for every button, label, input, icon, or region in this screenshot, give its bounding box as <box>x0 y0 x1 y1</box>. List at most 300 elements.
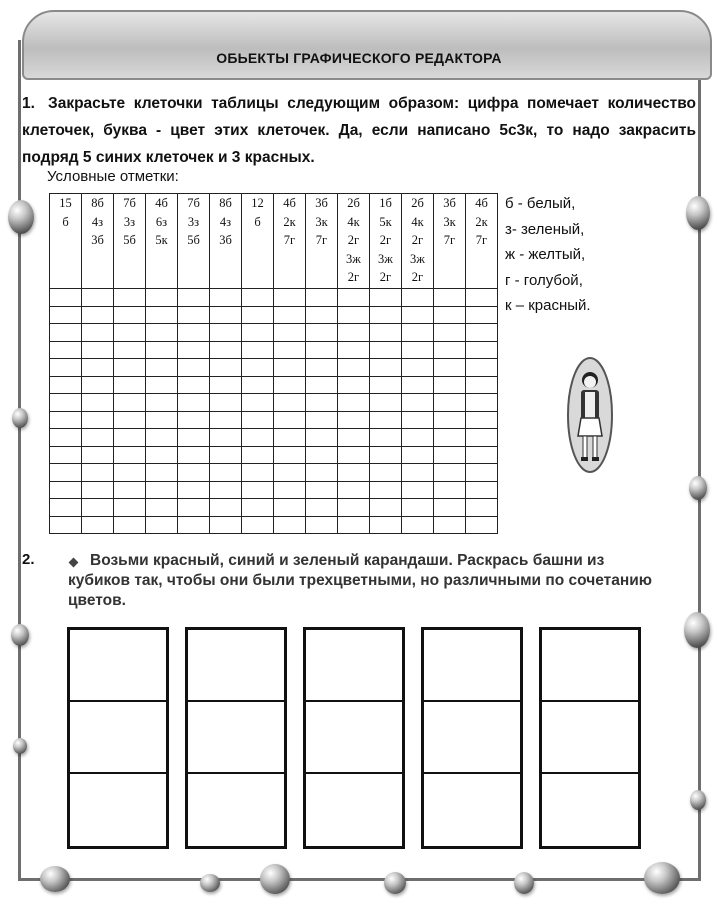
grid-cell[interactable] <box>242 481 274 499</box>
grid-header-code: 4з <box>219 214 232 229</box>
grid-cell[interactable] <box>242 499 274 517</box>
grid-cell[interactable] <box>466 341 498 359</box>
tower-block[interactable] <box>306 774 402 846</box>
grid-cell[interactable] <box>114 394 146 412</box>
task-1 <box>22 90 696 171</box>
grid-cell[interactable] <box>50 411 82 429</box>
frame-ball <box>11 624 29 646</box>
grid-cell[interactable] <box>338 376 370 394</box>
grid-header-code: 6з <box>155 214 168 229</box>
grid-cell[interactable] <box>434 359 466 377</box>
grid-cell[interactable] <box>178 289 210 307</box>
grid-cell[interactable] <box>146 446 178 464</box>
grid-cell[interactable] <box>434 464 466 482</box>
grid-cell[interactable] <box>402 376 434 394</box>
grid-cell[interactable] <box>50 289 82 307</box>
grid-cell[interactable] <box>82 516 114 534</box>
frame-ball <box>686 196 710 230</box>
grid-cell[interactable] <box>338 359 370 377</box>
grid-cell[interactable] <box>434 516 466 534</box>
grid-cell[interactable] <box>402 289 434 307</box>
grid-header-code: 3б <box>443 196 456 210</box>
grid-header-code: 2г <box>379 233 392 247</box>
grid-cell[interactable] <box>274 376 306 394</box>
grid-header-code: 15 <box>59 196 72 210</box>
grid-cell[interactable] <box>146 464 178 482</box>
grid-cell[interactable] <box>370 411 402 429</box>
grid-header-code: 5к <box>155 233 168 247</box>
grid-row <box>50 376 498 394</box>
tower-block[interactable] <box>542 702 638 774</box>
grid-header-cell <box>210 194 242 289</box>
grid-cell[interactable] <box>146 516 178 534</box>
grid-header-cell <box>466 194 498 289</box>
grid-cell[interactable] <box>306 499 338 517</box>
grid-cell[interactable] <box>466 376 498 394</box>
grid-cell[interactable] <box>466 324 498 342</box>
grid-cell[interactable] <box>306 429 338 447</box>
grid-cell[interactable] <box>402 429 434 447</box>
grid-header-row <box>50 194 498 289</box>
grid-cell[interactable] <box>114 429 146 447</box>
grid-cell[interactable] <box>210 446 242 464</box>
tower <box>303 627 405 849</box>
grid-header-code: 3з <box>187 214 200 229</box>
grid-row <box>50 411 498 429</box>
grid-cell[interactable] <box>210 341 242 359</box>
grid-header-code: 7г <box>443 233 456 247</box>
grid-cell[interactable] <box>82 481 114 499</box>
grid-cell[interactable] <box>306 289 338 307</box>
grid-cell[interactable] <box>146 376 178 394</box>
tower-block[interactable] <box>306 630 402 702</box>
grid-cell[interactable] <box>82 289 114 307</box>
grid-cell[interactable] <box>82 376 114 394</box>
grid-cell[interactable] <box>114 306 146 324</box>
grid-cell[interactable] <box>50 499 82 517</box>
grid-cell[interactable] <box>306 481 338 499</box>
grid-header-code: 2г <box>347 233 360 247</box>
grid-header-code: 2к <box>475 214 488 229</box>
grid-header-code: 2г <box>411 233 424 247</box>
grid-cell[interactable] <box>210 411 242 429</box>
grid-header-code: 7б <box>123 196 136 210</box>
tower-block[interactable] <box>542 774 638 846</box>
grid-header-code: 4б <box>283 196 296 210</box>
grid-row <box>50 324 498 342</box>
grid-header-code: 5б <box>187 233 200 247</box>
grid-cell[interactable] <box>434 429 466 447</box>
grid-cell[interactable] <box>402 516 434 534</box>
grid-cell[interactable] <box>434 499 466 517</box>
grid-cell[interactable] <box>370 429 402 447</box>
grid-cell[interactable] <box>210 359 242 377</box>
grid-cell[interactable] <box>306 359 338 377</box>
grid-cell[interactable] <box>210 306 242 324</box>
grid-cell[interactable] <box>178 446 210 464</box>
grid-cell[interactable] <box>466 516 498 534</box>
grid-header-code: 4б <box>475 196 488 210</box>
tower <box>421 627 523 849</box>
grid-cell[interactable] <box>146 341 178 359</box>
grid-cell[interactable] <box>114 359 146 377</box>
grid-cell[interactable] <box>82 341 114 359</box>
tower-block[interactable] <box>424 774 520 846</box>
grid-cell[interactable] <box>402 359 434 377</box>
grid-cell[interactable] <box>274 359 306 377</box>
grid-cell[interactable] <box>50 464 82 482</box>
grid-header-cell <box>370 194 402 289</box>
grid-row <box>50 394 498 412</box>
grid-cell[interactable] <box>146 324 178 342</box>
tower-block[interactable] <box>424 702 520 774</box>
grid-cell[interactable] <box>178 464 210 482</box>
grid-cell[interactable] <box>434 376 466 394</box>
grid-cell[interactable] <box>306 394 338 412</box>
grid-cell[interactable] <box>306 516 338 534</box>
grid-cell[interactable] <box>210 429 242 447</box>
grid-cell[interactable] <box>274 411 306 429</box>
grid-cell[interactable] <box>210 499 242 517</box>
grid-cell[interactable] <box>274 394 306 412</box>
tower-block[interactable] <box>70 702 166 774</box>
grid-cell[interactable] <box>50 324 82 342</box>
grid-header-code: 2б <box>347 196 360 210</box>
grid-header-code: 5б <box>123 233 136 247</box>
grid-cell[interactable] <box>466 446 498 464</box>
grid-cell[interactable] <box>434 394 466 412</box>
grid-header-code: 2б <box>411 196 424 210</box>
grid-cell[interactable] <box>242 376 274 394</box>
frame-right-line <box>698 40 701 880</box>
grid-cell[interactable] <box>146 289 178 307</box>
tower-block[interactable] <box>70 630 166 702</box>
grid-cell[interactable] <box>434 481 466 499</box>
frame-ball <box>514 872 534 894</box>
grid-cell[interactable] <box>146 429 178 447</box>
task-2-text: Возьми красный, синий и зеленый карандаши. Раскрась башни из кубиков так, чтобы они были трехцветными, но различными по сочетанию цветов. <box>68 552 652 609</box>
grid-cell[interactable] <box>466 306 498 324</box>
grid-cell[interactable] <box>82 464 114 482</box>
grid-cell[interactable] <box>242 446 274 464</box>
grid-header-code: 3ж <box>410 251 425 266</box>
grid-cell[interactable] <box>370 306 402 324</box>
grid-cell[interactable] <box>338 411 370 429</box>
grid-cell[interactable] <box>242 394 274 412</box>
frame-ball <box>200 874 220 892</box>
grid-cell[interactable] <box>402 394 434 412</box>
frame-ball <box>690 790 706 810</box>
grid-cell[interactable] <box>114 446 146 464</box>
grid-cell[interactable] <box>50 359 82 377</box>
grid-cell[interactable] <box>178 516 210 534</box>
grid-header-code: 7г <box>283 233 296 247</box>
grid-cell[interactable] <box>306 306 338 324</box>
grid-cell[interactable] <box>274 341 306 359</box>
grid-cell[interactable] <box>274 446 306 464</box>
grid-header-code: 4з <box>91 214 104 229</box>
grid-cell[interactable] <box>114 464 146 482</box>
grid-header-cell <box>178 194 210 289</box>
grid-cell[interactable] <box>210 394 242 412</box>
frame-ball <box>40 866 70 892</box>
grid-cell[interactable] <box>338 481 370 499</box>
grid-cell[interactable] <box>82 359 114 377</box>
tower <box>539 627 641 849</box>
grid-cell[interactable] <box>178 324 210 342</box>
grid-cell[interactable] <box>210 481 242 499</box>
grid-cell[interactable] <box>50 429 82 447</box>
grid-cell[interactable] <box>178 359 210 377</box>
grid-cell[interactable] <box>338 446 370 464</box>
grid-cell[interactable] <box>242 306 274 324</box>
grid-cell[interactable] <box>370 499 402 517</box>
grid-cell[interactable] <box>370 394 402 412</box>
grid-cell[interactable] <box>466 359 498 377</box>
grid-header-cell <box>306 194 338 289</box>
grid-cell[interactable] <box>242 341 274 359</box>
grid-cell[interactable] <box>402 464 434 482</box>
grid-cell[interactable] <box>50 394 82 412</box>
grid-cell[interactable] <box>338 341 370 359</box>
grid-cell[interactable] <box>82 411 114 429</box>
grid-cell[interactable] <box>242 359 274 377</box>
grid-cell[interactable] <box>370 324 402 342</box>
grid-cell[interactable] <box>338 429 370 447</box>
tower-block[interactable] <box>542 630 638 702</box>
grid-cell[interactable] <box>434 324 466 342</box>
grid-cell[interactable] <box>402 324 434 342</box>
grid-cell[interactable] <box>434 446 466 464</box>
grid-cell[interactable] <box>306 446 338 464</box>
key-item: г - голубой, <box>505 271 583 289</box>
grid-cell[interactable] <box>434 306 466 324</box>
grid-cell[interactable] <box>466 289 498 307</box>
grid-cell[interactable] <box>306 376 338 394</box>
grid-cell[interactable] <box>306 324 338 342</box>
frame-ball <box>689 476 707 500</box>
grid-cell[interactable] <box>434 411 466 429</box>
grid-cell[interactable] <box>178 394 210 412</box>
grid-cell[interactable] <box>242 429 274 447</box>
grid-header-code: 2к <box>283 214 296 229</box>
tower-block[interactable] <box>70 774 166 846</box>
grid-row <box>50 341 498 359</box>
grid-header-code: 3к <box>315 214 328 229</box>
grid-cell[interactable] <box>114 516 146 534</box>
grid-header-cell <box>242 194 274 289</box>
grid-cell[interactable] <box>178 341 210 359</box>
grid-cell[interactable] <box>402 306 434 324</box>
grid-cell[interactable] <box>114 341 146 359</box>
grid-cell[interactable] <box>210 376 242 394</box>
grid-cell[interactable] <box>210 324 242 342</box>
grid-header-code: 7б <box>187 196 200 210</box>
grid-cell[interactable] <box>242 411 274 429</box>
grid-cell[interactable] <box>50 516 82 534</box>
grid-header-code: 2г <box>411 270 424 284</box>
grid-cell[interactable] <box>402 341 434 359</box>
grid-header-code: 1б <box>379 196 392 210</box>
key-item: з- зеленый, <box>505 220 585 238</box>
grid-cell[interactable] <box>82 394 114 412</box>
grid-cell[interactable] <box>370 516 402 534</box>
grid-header-code: 5к <box>379 214 392 229</box>
grid-row <box>50 306 498 324</box>
grid-cell[interactable] <box>466 411 498 429</box>
grid-cell[interactable] <box>82 324 114 342</box>
tower <box>67 627 169 849</box>
grid-cell[interactable] <box>82 446 114 464</box>
tower-block[interactable] <box>424 630 520 702</box>
grid-header-code: 3з <box>123 214 136 229</box>
grid-header-code: 3б <box>91 233 104 247</box>
grid-header-code: 12 <box>251 196 264 210</box>
key-item: к – красный. <box>505 297 591 314</box>
legend-title: Условные отметки: <box>47 168 179 185</box>
grid-header-code: 4к <box>411 214 424 229</box>
task-1-number: 1. <box>22 95 35 112</box>
tower-block[interactable] <box>188 774 284 846</box>
grid-cell[interactable] <box>146 359 178 377</box>
grid-cell[interactable] <box>338 394 370 412</box>
grid-header-code: 2г <box>379 270 392 284</box>
grid-cell[interactable] <box>178 411 210 429</box>
grid-cell[interactable] <box>178 429 210 447</box>
grid-header-code: 8б <box>91 196 104 210</box>
frame-ball <box>8 200 34 234</box>
grid-cell[interactable] <box>338 306 370 324</box>
grid-row <box>50 429 498 447</box>
grid-cell[interactable] <box>114 289 146 307</box>
grid-cell[interactable] <box>274 516 306 534</box>
grid-cell[interactable] <box>370 289 402 307</box>
grid-cell[interactable] <box>306 464 338 482</box>
frame-left-line <box>18 40 21 880</box>
grid-row <box>50 516 498 534</box>
grid-cell[interactable] <box>274 464 306 482</box>
grid-cell[interactable] <box>242 289 274 307</box>
grid-cell[interactable] <box>242 324 274 342</box>
grid-header-cell <box>402 194 434 289</box>
grid-cell[interactable] <box>274 429 306 447</box>
grid-cell[interactable] <box>242 464 274 482</box>
grid-cell[interactable] <box>178 481 210 499</box>
grid-row <box>50 359 498 377</box>
grid-header-code: 7г <box>475 233 488 247</box>
grid-cell[interactable] <box>306 341 338 359</box>
grid-cell[interactable] <box>466 499 498 517</box>
grid-cell[interactable] <box>114 499 146 517</box>
grid-row <box>50 464 498 482</box>
grid-cell[interactable] <box>210 289 242 307</box>
grid-cell[interactable] <box>50 481 82 499</box>
grid-cell[interactable] <box>370 341 402 359</box>
grid-cell[interactable] <box>146 411 178 429</box>
grid-header-cell <box>338 194 370 289</box>
color-key <box>505 191 591 319</box>
grid-cell[interactable] <box>50 376 82 394</box>
task-1-text: Закрасьте клеточки таблицы следующим образом: цифра помечает количество клеточек, буква - цвет этих клеточек. Да, если написано 5с3к, то надо закрасить подряд 5 синих клеточек и 3 красных. <box>22 95 696 166</box>
grid-cell[interactable] <box>114 324 146 342</box>
grid-cell[interactable] <box>370 376 402 394</box>
grid-cell[interactable] <box>402 499 434 517</box>
tower-block[interactable] <box>188 702 284 774</box>
coloring-grid <box>49 193 498 534</box>
grid-header-cell <box>82 194 114 289</box>
grid-header-cell <box>50 194 82 289</box>
grid-cell[interactable] <box>82 499 114 517</box>
grid-cell[interactable] <box>370 464 402 482</box>
grid-cell[interactable] <box>274 306 306 324</box>
grid-cell[interactable] <box>50 341 82 359</box>
grid-cell[interactable] <box>146 306 178 324</box>
grid-cell[interactable] <box>370 481 402 499</box>
grid-cell[interactable] <box>466 429 498 447</box>
grid-cell[interactable] <box>466 481 498 499</box>
frame-ball <box>12 408 28 428</box>
grid-cell[interactable] <box>306 411 338 429</box>
grid-cell[interactable] <box>402 411 434 429</box>
grid-cell[interactable] <box>114 481 146 499</box>
grid-header-code: б <box>254 214 261 229</box>
frame-ball <box>644 862 680 894</box>
grid-header-code: 7г <box>315 233 328 247</box>
grid-cell[interactable] <box>146 499 178 517</box>
grid-cell[interactable] <box>178 306 210 324</box>
grid-cell[interactable] <box>114 376 146 394</box>
grid-cell[interactable] <box>338 324 370 342</box>
grid-cell[interactable] <box>178 376 210 394</box>
grid-cell[interactable] <box>210 516 242 534</box>
grid-cell[interactable] <box>242 516 274 534</box>
grid-cell[interactable] <box>178 499 210 517</box>
grid-header-code: 3к <box>443 214 456 229</box>
grid-cell[interactable] <box>434 341 466 359</box>
girl-illustration <box>566 356 614 474</box>
grid-cell[interactable] <box>50 446 82 464</box>
grid-cell[interactable] <box>466 394 498 412</box>
grid-cell[interactable] <box>338 499 370 517</box>
grid-cell[interactable] <box>338 516 370 534</box>
grid-cell[interactable] <box>82 306 114 324</box>
grid-cell[interactable] <box>370 359 402 377</box>
grid-cell[interactable] <box>434 289 466 307</box>
grid-cell[interactable] <box>274 481 306 499</box>
grid-cell[interactable] <box>466 464 498 482</box>
tower-block[interactable] <box>188 630 284 702</box>
page-title: ОБЬЕКТЫ ГРАФИЧЕСКОГО РЕДАКТОРА <box>216 50 502 66</box>
grid-cell[interactable] <box>370 446 402 464</box>
grid-cell[interactable] <box>50 306 82 324</box>
grid-cell[interactable] <box>402 481 434 499</box>
grid-cell[interactable] <box>274 289 306 307</box>
grid-cell[interactable] <box>402 446 434 464</box>
grid-cell[interactable] <box>146 394 178 412</box>
grid-cell[interactable] <box>338 464 370 482</box>
grid-cell[interactable] <box>338 289 370 307</box>
grid-cell[interactable] <box>274 324 306 342</box>
grid-cell[interactable] <box>146 481 178 499</box>
grid-cell[interactable] <box>210 464 242 482</box>
grid-cell[interactable] <box>114 411 146 429</box>
grid-cell[interactable] <box>82 429 114 447</box>
tower-block[interactable] <box>306 702 402 774</box>
grid-header-code: 3ж <box>378 251 393 266</box>
grid-header-code: 3б <box>315 196 328 210</box>
grid-cell[interactable] <box>274 499 306 517</box>
grid-header-code: 4б <box>155 196 168 210</box>
